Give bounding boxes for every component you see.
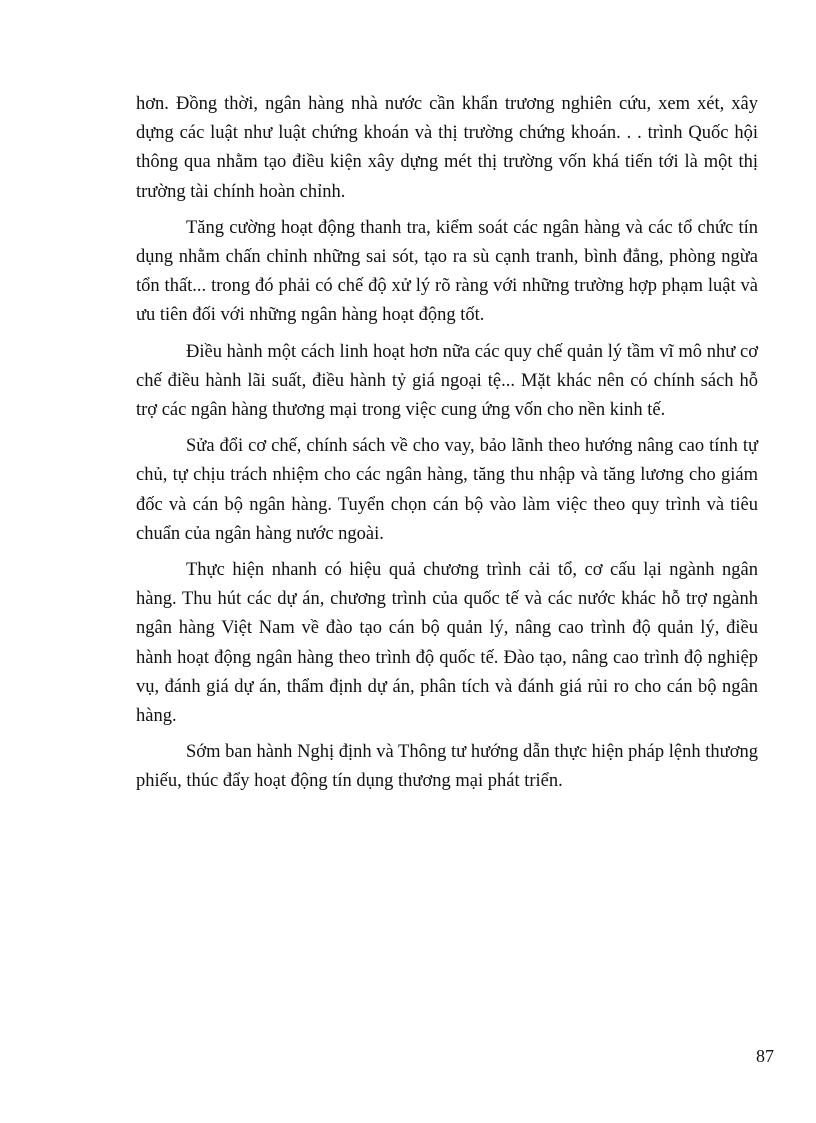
paragraph-4: Sửa đổi cơ chế, chính sách về cho vay, bảo lãnh theo hướng nâng cao tính tự chủ, tự chịu trách nhiệm cho các ngân hàng, tăng thu nhập và tăng lương cho giám đốc và cán bộ ngân hàng. Tuyển chọn cán bộ vào làm việc theo quy trình và tiêu chuẩn của ngân hàng nước ngoài. xyxy=(136,436,758,544)
body-text xyxy=(136,90,758,804)
paragraph-6: Sớm ban hành Nghị định và Thông tư hướng dẫn thực hiện pháp lệnh thương phiếu, thúc đẩy hoạt động tín dụng thương mại phát triển. xyxy=(136,742,758,792)
page-number: 87 xyxy=(756,1046,774,1066)
paragraph-1: hơn. Đồng thời, ngân hàng nhà nước cần khẩn trương nghiên cứu, xem xét, xây dựng các luật như luật chứng khoán và thị trường chứng khoán. . . trình Quốc hội thông qua nhằm tạo điều kiện xây dựng mét thị trường vốn khá tiến tới là một thị trường tài chính hoàn chỉnh. xyxy=(136,94,758,202)
paragraph-5: Thực hiện nhanh có hiệu quả chương trình cải tổ, cơ cấu lại ngành ngân hàng. Thu hút các dự án, chương trình của quốc tế và các nước khác hỗ trợ ngành ngân hàng Việt Nam về đào tạo cán bộ quản lý, nâng cao trình độ quản lý, điều hành hoạt động ngân hàng theo trình độ quốc tế. Đào tạo, nâng cao trình độ nghiệp vụ, đánh giá dự án, thẩm định dự án, phân tích và đánh giá rủi ro cho cán bộ ngân hàng. xyxy=(136,560,758,727)
paragraph-3: Điều hành một cách linh hoạt hơn nữa các quy chế quản lý tầm vĩ mô như cơ chế điều hành lãi suất, điều hành tỷ giá ngoại tệ... Mặt khác nên có chính sách hỗ trợ các ngân hàng thương mại trong việc cung ứng vốn cho nền kinh tế. xyxy=(136,341,758,421)
paragraph-2: Tăng cường hoạt động thanh tra, kiểm soát các ngân hàng và các tổ chức tín dụng nhằm chấn chỉnh những sai sót, tạo ra sù cạnh tranh, bình đẳng, phòng ngừa tổn thất... trong đó phải có chế độ xử lý rõ ràng với những trường hợp phạm luật và ưu tiên đối với những ngân hàng hoạt động tốt. xyxy=(136,217,758,326)
